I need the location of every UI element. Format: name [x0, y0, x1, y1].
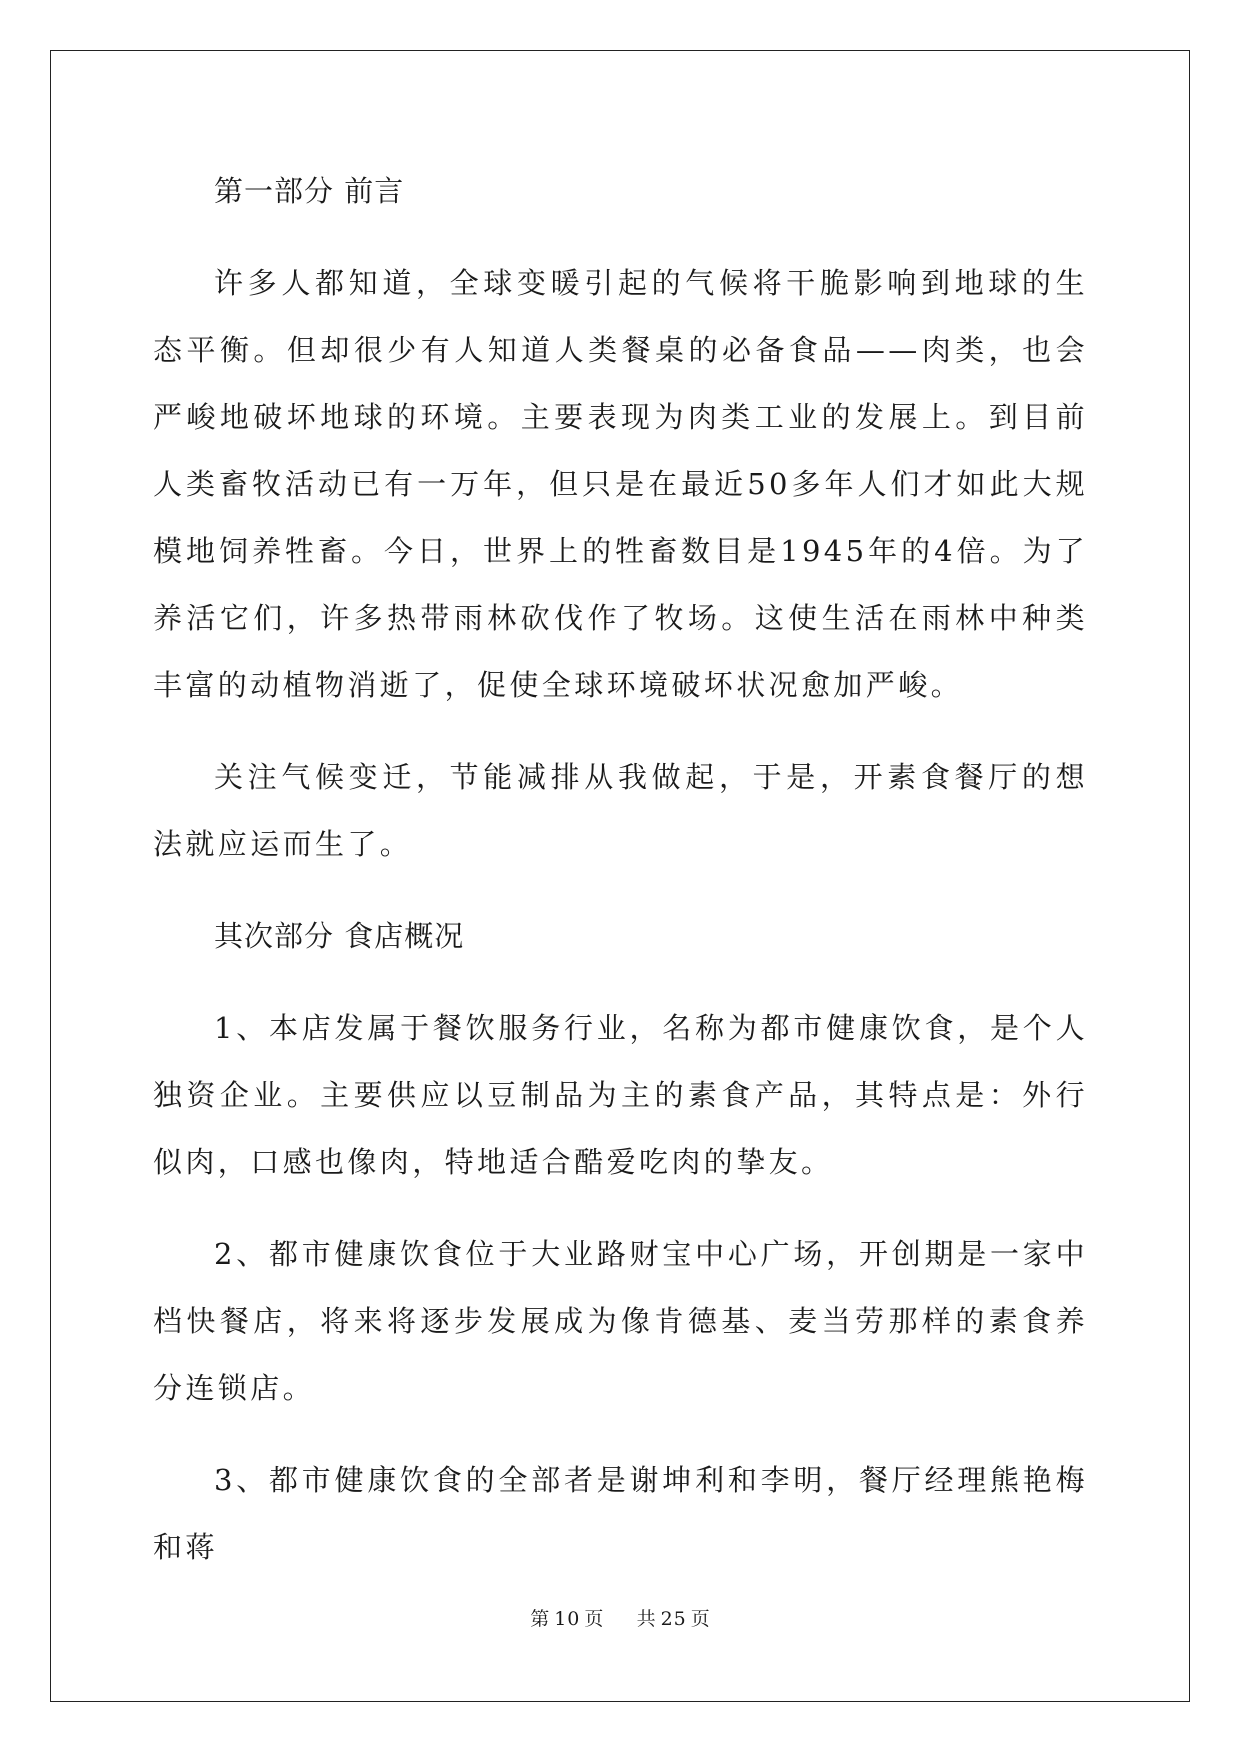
footer-total-pages: 25: [660, 1608, 687, 1630]
footer-total-suffix: 页: [690, 1608, 711, 1630]
footer-page-prefix: 第: [530, 1608, 551, 1630]
paragraph-preface-1: 许多人都知道，全球变暖引起的气候将干脆影响到地球的生态平衡。但却很少有人知道人类餐桌的必备食品——肉类，也会严峻地破坏地球的环境。主要表现为肉类工业的发展上。到目前人类畜牧活动已有一万年，但只是在最近50多年人们才如此大规模地饲养牲畜。今日，世界上的牲畜数目是1945年的4倍。为了养活它们，许多热带雨林砍伐作了牧场。这使生活在雨林中种类丰富的动植物消逝了，促使全球环境破坏状况愈加严峻。: [153, 266, 1088, 702]
paragraph-preface-2: 关注气候变迁，节能减排从我做起，于是，开素食餐厅的想法就应运而生了。: [153, 760, 1088, 861]
footer-page-number: 10: [554, 1608, 581, 1630]
section-heading-overview: 其次部分 食店概况: [214, 919, 465, 953]
page-footer: [0, 1604, 1241, 1631]
footer-total-prefix: 共: [636, 1608, 657, 1630]
paragraph-overview-3: 3、都市健康饮食的全部者是谢坤利和李明，餐厅经理熊艳梅和蒋: [153, 1463, 1088, 1564]
paragraph-overview-1: 1、本店发属于餐饮服务行业，名称为都市健康饮食，是个人独资企业。主要供应以豆制品为主的素食产品，其特点是：外行似肉，口感也像肉，特地适合酷爱吃肉的挚友。: [153, 1011, 1088, 1179]
section-heading-preface: 第一部分 前言: [214, 174, 405, 208]
document-body: [153, 158, 1088, 1606]
footer-page-suffix: 页: [584, 1608, 605, 1630]
paragraph-overview-2: 2、都市健康饮食位于大业路财宝中心广场，开创期是一家中档快餐店，将来将逐步发展成为像肯德基、麦当劳那样的素食养分连锁店。: [153, 1237, 1088, 1405]
